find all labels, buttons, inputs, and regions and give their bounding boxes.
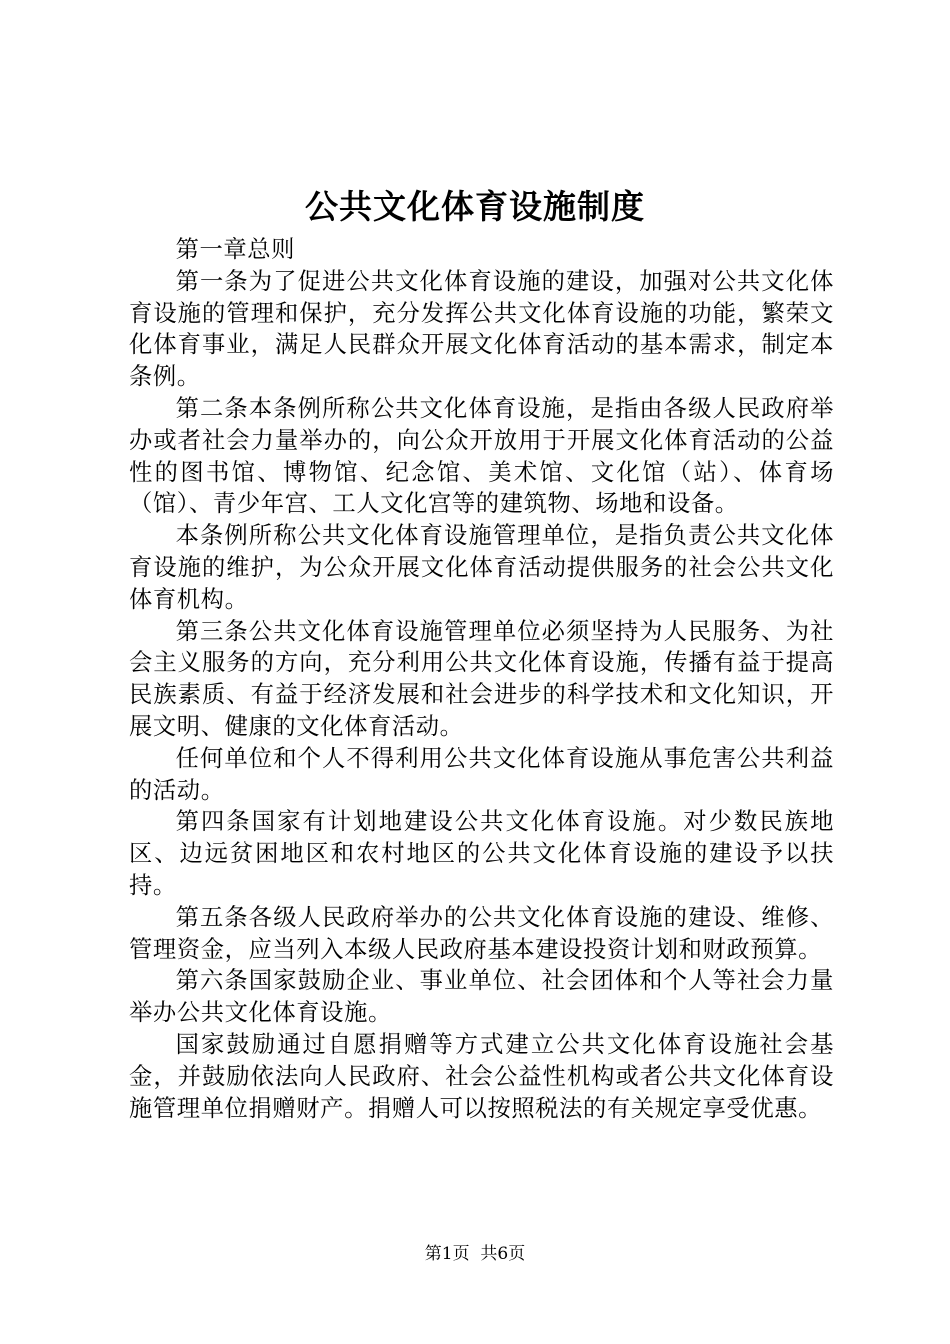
page-title: 公共文化体育设施制度 [305, 187, 645, 226]
paragraph-article-2: 第二条本条例所称公共文化体育设施，是指由各级人民政府举办或者社会力量举办的，向公众开放用于开展文化体育活动的公益性的图书馆、博物馆、纪念馆、美术馆、文化馆（站）、体育场（馆）、青少年宫、工人文化宫等的建筑物、场地和设备。 [129, 394, 834, 518]
page-number: 第1页 [424, 1244, 470, 1264]
page-total: 共6页 [480, 1244, 526, 1264]
chapter-heading: 第一章总则 [175, 236, 296, 263]
paragraph-donation: 国家鼓励通过自愿捐赠等方式建立公共文化体育设施社会基金，并鼓励依法向人民政府、社会公益性机构或者公共文化体育设施管理单位捐赠财产。捐赠人可以按照税法的有关规定享受优惠。 [129, 1030, 834, 1122]
paragraph-article-4: 第四条国家有计划地建设公共文化体育设施。对少数民族地区、边远贫困地区和农村地区的公共文化体育设施的建设予以扶持。 [129, 808, 834, 899]
paragraph-article-3: 第三条公共文化体育设施管理单位必须坚持为人民服务、为社会主义服务的方向，充分利用公共文化体育设施，传播有益于提高民族素质、有益于经济发展和社会进步的科学技术和文化知识，开展文明、健康的文化体育活动。 [129, 617, 834, 740]
document-body [129, 234, 834, 1124]
paragraph-article-6: 第六条国家鼓励企业、事业单位、社会团体和个人等社会力量举办公共文化体育设施。 [129, 967, 834, 1027]
paragraph-management-unit: 本条例所称公共文化体育设施管理单位，是指负责公共文化体育设施的维护，为公众开展文化体育活动提供服务的社会公共文化体育机构。 [129, 522, 834, 613]
footer-spacer [470, 1244, 481, 1264]
paragraph-article-5: 第五条各级人民政府举办的公共文化体育设施的建设、维修、管理资金，应当列入本级人民政府基本建设投资计划和财政预算。 [129, 903, 834, 963]
paragraph-prohibition: 任何单位和个人不得利用公共文化体育设施从事危害公共利益的活动。 [129, 744, 834, 804]
page-footer [0, 1242, 950, 1266]
paragraph-article-1: 第一条为了促进公共文化体育设施的建设，加强对公共文化体育设施的管理和保护，充分发挥公共文化体育设施的功能，繁荣文化体育事业，满足人民群众开展文化体育活动的基本需求，制定本条例。 [129, 267, 834, 391]
